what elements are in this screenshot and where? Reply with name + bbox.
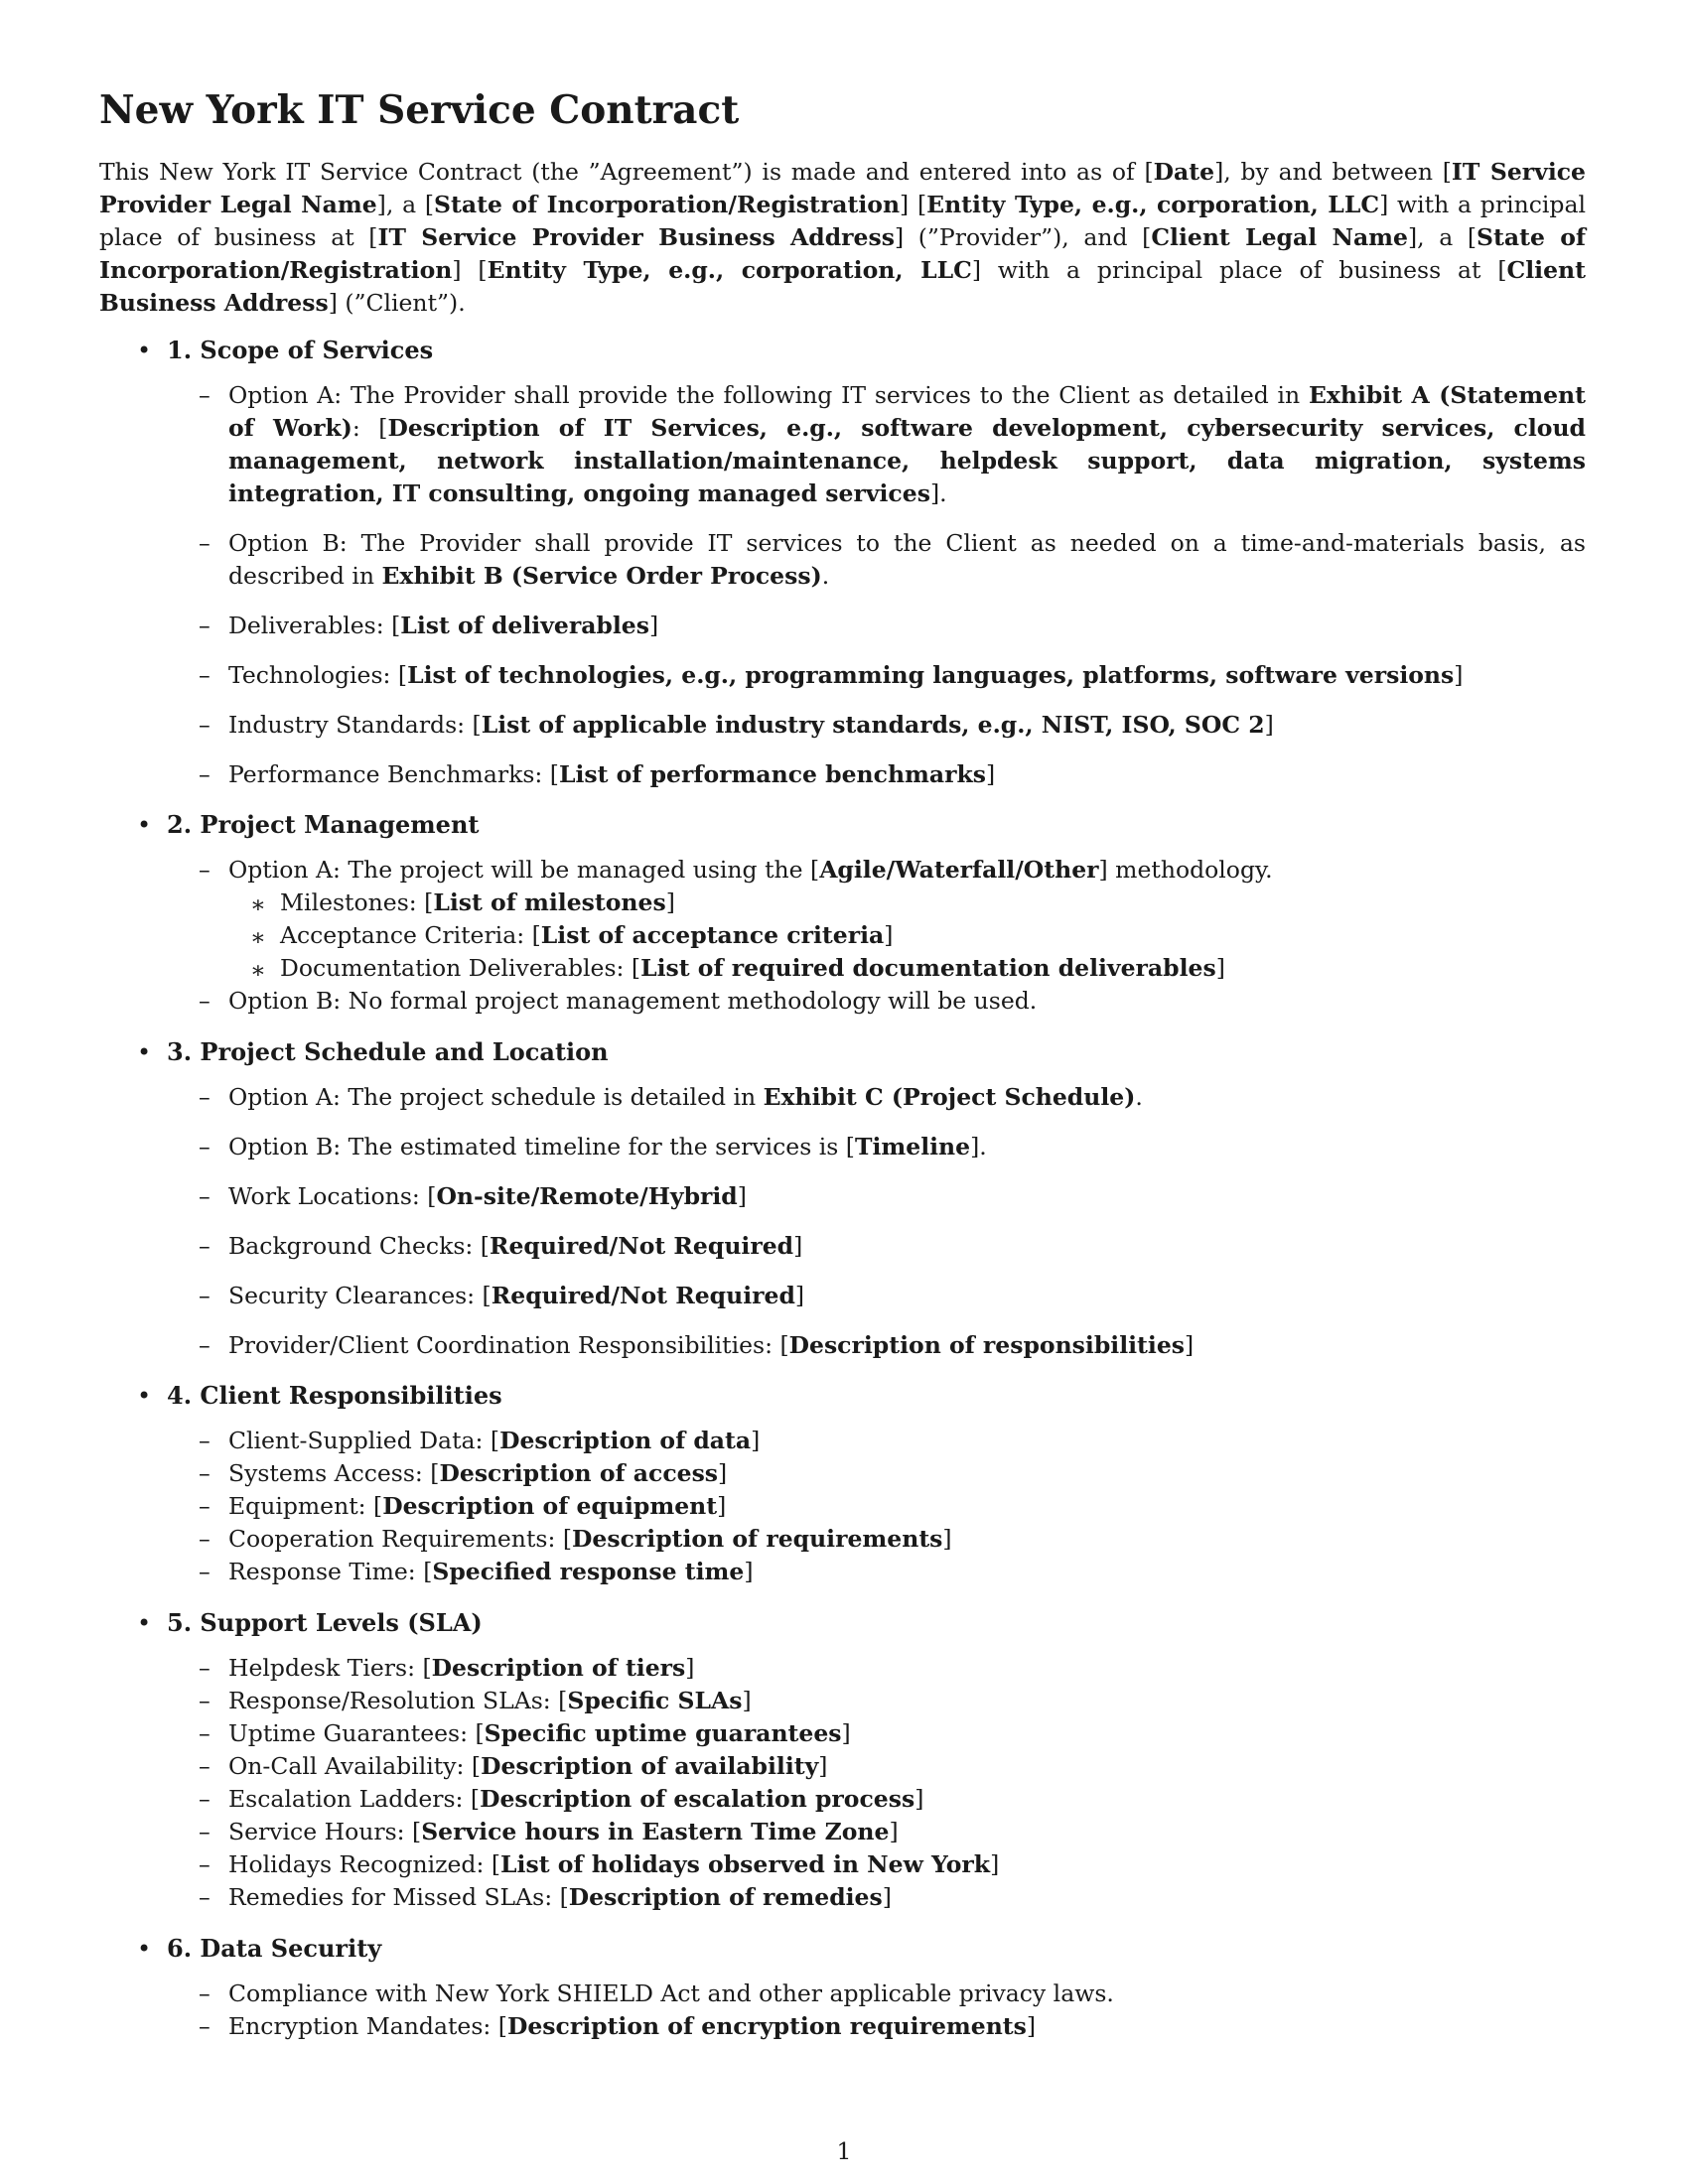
text-run: ] (942, 1524, 952, 1553)
placeholder-text: State of Incorporation/Registration (434, 190, 901, 218)
text-run: ] (793, 1231, 803, 1260)
text-run: ] (882, 1882, 892, 1911)
bullet-icon: • (137, 810, 152, 839)
text-run: Background Checks: [ (228, 1231, 490, 1260)
intro-paragraph (99, 156, 1586, 320)
section-title: 3. Project Schedule and Location (167, 1036, 609, 1066)
placeholder-text: Description of remedies (568, 1882, 883, 1911)
placeholder-text: Date (1153, 157, 1215, 186)
text-run: Option A: The project schedule is detailed in (228, 1082, 764, 1111)
text-run: Response/Resolution SLAs: [ (228, 1686, 568, 1714)
section-title: 6. Data Security (167, 1933, 382, 1963)
text-run: Provider/Client Coordination Responsibilities: [ (228, 1330, 789, 1359)
text-run: ], a [ (376, 190, 435, 218)
placeholder-text: List of milestones (433, 887, 666, 916)
placeholder-text: List of performance benchmarks (558, 759, 987, 788)
text-run: ] (986, 759, 996, 788)
dash-bullet-icon: – (199, 611, 211, 639)
text-run: ] (884, 920, 894, 949)
dash-bullet-icon: – (199, 1082, 211, 1111)
text-run: ] (1026, 2011, 1037, 2040)
section-items (167, 1978, 1586, 2043)
text-run: ] (914, 1784, 924, 1813)
dash-bullet-icon: – (199, 1718, 211, 1747)
dash-bullet-icon: – (199, 660, 211, 689)
text-run: Acceptance Criteria: [ (280, 920, 541, 949)
dash-bullet-icon: – (199, 1882, 211, 1911)
text-run: ] (990, 1849, 1000, 1878)
dash-bullet-icon: – (199, 1330, 211, 1359)
text-run: ] [ (452, 255, 488, 284)
text-run: Remedies for Missed SLAs: [ (228, 1882, 569, 1911)
placeholder-text: Description of tiers (431, 1653, 686, 1682)
placeholder-text: Timeline (854, 1132, 971, 1160)
placeholder-text: List of acceptance criteria (540, 920, 885, 949)
text-run: Option A: The Provider shall provide the following IT services to the Client as detailed in (228, 380, 1309, 409)
dash-bullet-icon: – (199, 1784, 211, 1813)
dash-bullet-icon: – (199, 1557, 211, 1585)
text-run: ] (751, 1426, 761, 1454)
dash-bullet-icon: – (199, 380, 211, 409)
placeholder-text: Description of IT Services, e.g., software development, cybersecurity services, cloud management, network installation/maintenance, helpdesk support, data migration, systems integration, IT consulting, ongoing managed services (228, 413, 1586, 507)
text-run: Deliverables: [ (228, 611, 401, 639)
section-title: 1. Scope of Services (167, 335, 434, 364)
text-run: Client-Supplied Data: [ (228, 1426, 500, 1454)
text-run: Uptime Guarantees: [ (228, 1718, 485, 1747)
text-run: Service Hours: [ (228, 1817, 422, 1845)
placeholder-text: Required/Not Required (489, 1231, 794, 1260)
text-run: Industry Standards: [ (228, 710, 482, 739)
placeholder-text: Specific SLAs (567, 1686, 743, 1714)
text-run: ] (685, 1653, 695, 1682)
text-run: ] (717, 1491, 727, 1520)
text-run: ] [ (900, 190, 927, 218)
text-run: Milestones: [ (280, 887, 434, 916)
dash-bullet-icon: – (199, 1524, 211, 1553)
placeholder-text: Description of equipment (382, 1491, 718, 1520)
dash-bullet-icon: – (199, 1979, 211, 2007)
list-item (167, 1180, 1586, 1213)
dash-bullet-icon: – (199, 2011, 211, 2040)
list-item (167, 1457, 1586, 1490)
text-run: ], by and between [ (1214, 157, 1452, 186)
text-run: Option A: The project will be managed using the [ (228, 855, 820, 884)
placeholder-text: List of deliverables (400, 611, 649, 639)
text-run: Option B: No formal project management methodology will be used. (228, 986, 1038, 1015)
text-run: ] (1185, 1330, 1195, 1359)
dash-bullet-icon: – (199, 1458, 211, 1487)
dash-bullet-icon: – (199, 986, 211, 1015)
list-item (167, 379, 1586, 510)
list-item (167, 1556, 1586, 1588)
placeholder-text: Entity Type, e.g., corporation, LLC (487, 255, 972, 284)
text-run: ] (648, 611, 659, 639)
list-item (167, 1652, 1586, 1685)
list-item (167, 985, 1586, 1018)
text-run: ] (794, 1281, 805, 1309)
list-item (167, 1750, 1586, 1783)
text-run: ] with a principal place of business at [ (971, 255, 1507, 284)
text-run: ] (742, 1686, 752, 1714)
text-run: ], a [ (1408, 222, 1477, 251)
text-run: Work Locations: [ (228, 1181, 437, 1210)
placeholder-text: Description of requirements (572, 1524, 943, 1553)
asterisk-bullet-icon: ∗ (250, 922, 266, 951)
text-run: Helpdesk Tiers: [ (228, 1653, 432, 1682)
text-run: . (1135, 1082, 1143, 1111)
dash-bullet-icon: – (199, 1653, 211, 1682)
placeholder-text: On-site/Remote/Hybrid (436, 1181, 738, 1210)
asterisk-bullet-icon: ∗ (250, 955, 266, 984)
section-2 (99, 808, 1586, 1018)
dash-bullet-icon: – (199, 759, 211, 788)
text-run: On-Call Availability: [ (228, 1751, 482, 1780)
list-item (167, 1425, 1586, 1457)
list-item (167, 1523, 1586, 1556)
text-run: ] (1264, 710, 1274, 739)
placeholder-text: Agile/Waterfall/Other (819, 855, 1099, 884)
placeholder-text: Description of escalation process (480, 1784, 915, 1813)
placeholder-text: Specified response time (432, 1557, 745, 1585)
text-run: Technologies: [ (228, 660, 408, 689)
dash-bullet-icon: – (199, 1426, 211, 1454)
text-run: ] (889, 1817, 899, 1845)
section-items (167, 854, 1586, 1018)
placeholder-text: Description of access (439, 1458, 719, 1487)
document-title: New York IT Service Contract (99, 87, 740, 133)
text-run: Encryption Mandates: [ (228, 2011, 507, 2040)
text-run: Escalation Ladders: [ (228, 1784, 481, 1813)
placeholder-text: Description of data (499, 1426, 752, 1454)
bullet-icon: • (137, 1608, 152, 1637)
placeholder-text: Client Business Address (99, 255, 1586, 317)
section-6 (99, 1932, 1586, 2043)
placeholder-text: State of Incorporation/Registration (99, 222, 1587, 284)
sub-list-item (228, 887, 1586, 919)
placeholder-text: Description of responsibilities (788, 1330, 1186, 1359)
text-run: ] (737, 1181, 747, 1210)
section-title: 4. Client Responsibilities (167, 1380, 502, 1410)
list-item (167, 527, 1586, 593)
sub-list-item (228, 919, 1586, 952)
text-run: Response Time: [ (228, 1557, 433, 1585)
list-item (167, 659, 1586, 692)
list-item (167, 854, 1586, 985)
text-run: ] (744, 1557, 754, 1585)
list-item (167, 1685, 1586, 1717)
placeholder-text: List of applicable industry standards, e.g., NIST, ISO, SOC 2 (481, 710, 1265, 739)
text-run: Cooperation Requirements: [ (228, 1524, 573, 1553)
placeholder-text: List of holidays observed in New York (500, 1849, 991, 1878)
dash-bullet-icon: – (199, 1817, 211, 1845)
sub-list-item (228, 952, 1586, 985)
list-item (167, 709, 1586, 742)
placeholder-text: Entity Type, e.g., corporation, LLC (926, 190, 1380, 218)
document-page (99, 87, 1586, 2061)
list-item (167, 1280, 1586, 1312)
list-item (167, 1081, 1586, 1114)
section-4 (99, 1379, 1586, 1588)
text-run: Performance Benchmarks: [ (228, 759, 559, 788)
list-item (167, 1717, 1586, 1750)
placeholder-text: IT Service Provider Legal Name (99, 157, 1587, 218)
placeholder-text: Service hours in Eastern Time Zone (421, 1817, 890, 1845)
text-run: This New York IT Service Contract (the ”Agreement”) is made and entered into as of [ (99, 157, 1154, 186)
text-run: ] (665, 887, 675, 916)
list-item (167, 1329, 1586, 1362)
bullet-icon: • (137, 1037, 152, 1066)
text-run: Security Clearances: [ (228, 1281, 492, 1309)
text-run: ] (841, 1718, 851, 1747)
list-item (167, 1783, 1586, 1816)
bullet-icon: • (137, 1381, 152, 1410)
section-title: 2. Project Management (167, 809, 480, 839)
asterisk-bullet-icon: ∗ (250, 889, 266, 918)
dash-bullet-icon: – (199, 1181, 211, 1210)
text-run: Compliance with New York SHIELD Act and other applicable privacy laws. (228, 1979, 1114, 2007)
section-items (167, 1081, 1586, 1362)
text-run: ] (1454, 660, 1464, 689)
sections-list (99, 334, 1586, 2043)
list-item (167, 1881, 1586, 1914)
text-run: ]. (970, 1132, 987, 1160)
dash-bullet-icon: – (199, 1849, 211, 1878)
list-item (167, 1131, 1586, 1163)
placeholder-text: Exhibit A (Statement of Work) (228, 380, 1586, 442)
placeholder-text: List of technologies, e.g., programming languages, platforms, software versions (407, 660, 1455, 689)
text-run: ] with a principal place of business at [ (99, 190, 1586, 251)
dash-bullet-icon: – (199, 1281, 211, 1309)
list-item (167, 1848, 1586, 1881)
dash-bullet-icon: – (199, 1751, 211, 1780)
placeholder-text: Specific uptime guarantees (484, 1718, 842, 1747)
dash-bullet-icon: – (199, 710, 211, 739)
section-5 (99, 1606, 1586, 1914)
dash-bullet-icon: – (199, 1132, 211, 1160)
sub-list (228, 887, 1586, 985)
text-run: Holidays Recognized: [ (228, 1849, 501, 1878)
text-run: : [ (352, 413, 388, 442)
dash-bullet-icon: – (199, 1491, 211, 1520)
list-item (167, 1978, 1586, 2010)
section-title: 5. Support Levels (SLA) (167, 1607, 483, 1637)
text-run: Documentation Deliverables: [ (280, 953, 641, 982)
placeholder-text: Description of encryption requirements (506, 2011, 1027, 2040)
text-run: ] (”Client”). (328, 288, 466, 317)
text-run: Equipment: [ (228, 1491, 383, 1520)
section-1 (99, 334, 1586, 791)
text-run: ] methodology. (1098, 855, 1273, 884)
text-run: Option B: The estimated timeline for the services is [ (228, 1132, 855, 1160)
dash-bullet-icon: – (199, 1686, 211, 1714)
text-run: ] (718, 1458, 728, 1487)
bullet-icon: • (137, 336, 152, 364)
dash-bullet-icon: – (199, 528, 211, 557)
page-number: 1 (836, 2137, 852, 2165)
placeholder-text: Required/Not Required (491, 1281, 795, 1309)
list-item (167, 2010, 1586, 2043)
section-3 (99, 1035, 1586, 1362)
text-run: ]. (929, 478, 947, 507)
bullet-icon: • (137, 1934, 152, 1963)
text-run: ] (1215, 953, 1225, 982)
placeholder-text: Client Legal Name (1151, 222, 1408, 251)
placeholder-text: Exhibit C (Project Schedule) (763, 1082, 1136, 1111)
section-items (167, 1652, 1586, 1914)
section-items (167, 379, 1586, 791)
list-item (167, 1490, 1586, 1523)
text-run: . (821, 561, 830, 590)
placeholder-text: Exhibit B (Service Order Process) (381, 561, 822, 590)
text-run: ] (”Provider”), and [ (894, 222, 1152, 251)
text-run: Systems Access: [ (228, 1458, 440, 1487)
placeholder-text: IT Service Provider Business Address (377, 222, 895, 251)
dash-bullet-icon: – (199, 1231, 211, 1260)
section-items (167, 1425, 1586, 1588)
list-item (167, 1230, 1586, 1263)
list-item (167, 1816, 1586, 1848)
list-item (167, 758, 1586, 791)
placeholder-text: List of required documentation deliverables (640, 953, 1216, 982)
dash-bullet-icon: – (199, 855, 211, 884)
placeholder-text: Description of availability (481, 1751, 819, 1780)
list-item (167, 610, 1586, 642)
text-run: Option B: The Provider shall provide IT services to the Client as needed on a time-and-materials basis, as described in (228, 528, 1586, 590)
text-run: ] (818, 1751, 828, 1780)
